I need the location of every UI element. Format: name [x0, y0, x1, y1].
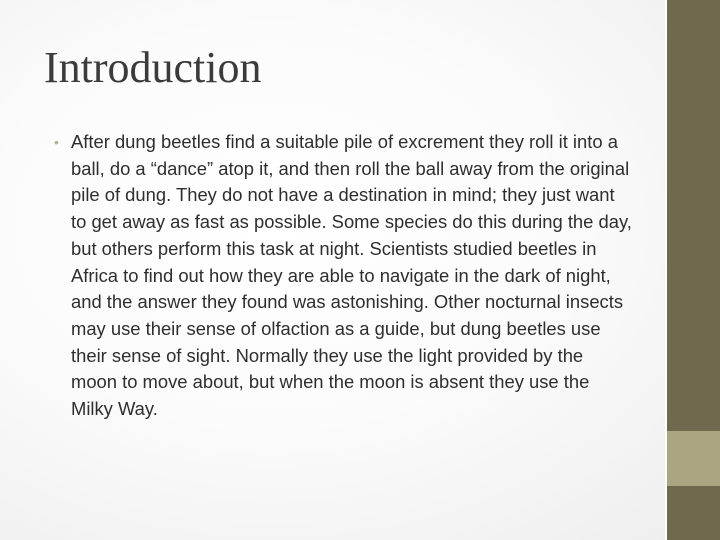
bullet-text: After dung beetles find a suitable pile of excrement they roll it into a ball, do a “dance” atop it, and then roll the ball away from the original pile of dung. They do not have a destination in mind; they just want to get away as fast as possible. Some species do this during the day, but others perform this task at night. Scientists studied beetles in Africa to find out how they are able to navigate in the dark of night, and the answer they found was astonishing. Other nocturnal insects may use their sense of olfaction as a guide, but dung beetles use their sense of sight. Normally they use the light provided by the moon to move about, but when the moon is absent they use the Milky Way.	[71, 131, 632, 420]
bullet-icon: •	[54, 134, 59, 150]
bullet-list	[52, 129, 632, 423]
bullet-item	[52, 129, 632, 423]
slide-title: Introduction	[44, 43, 262, 92]
sidebar-accent-block	[667, 431, 720, 486]
